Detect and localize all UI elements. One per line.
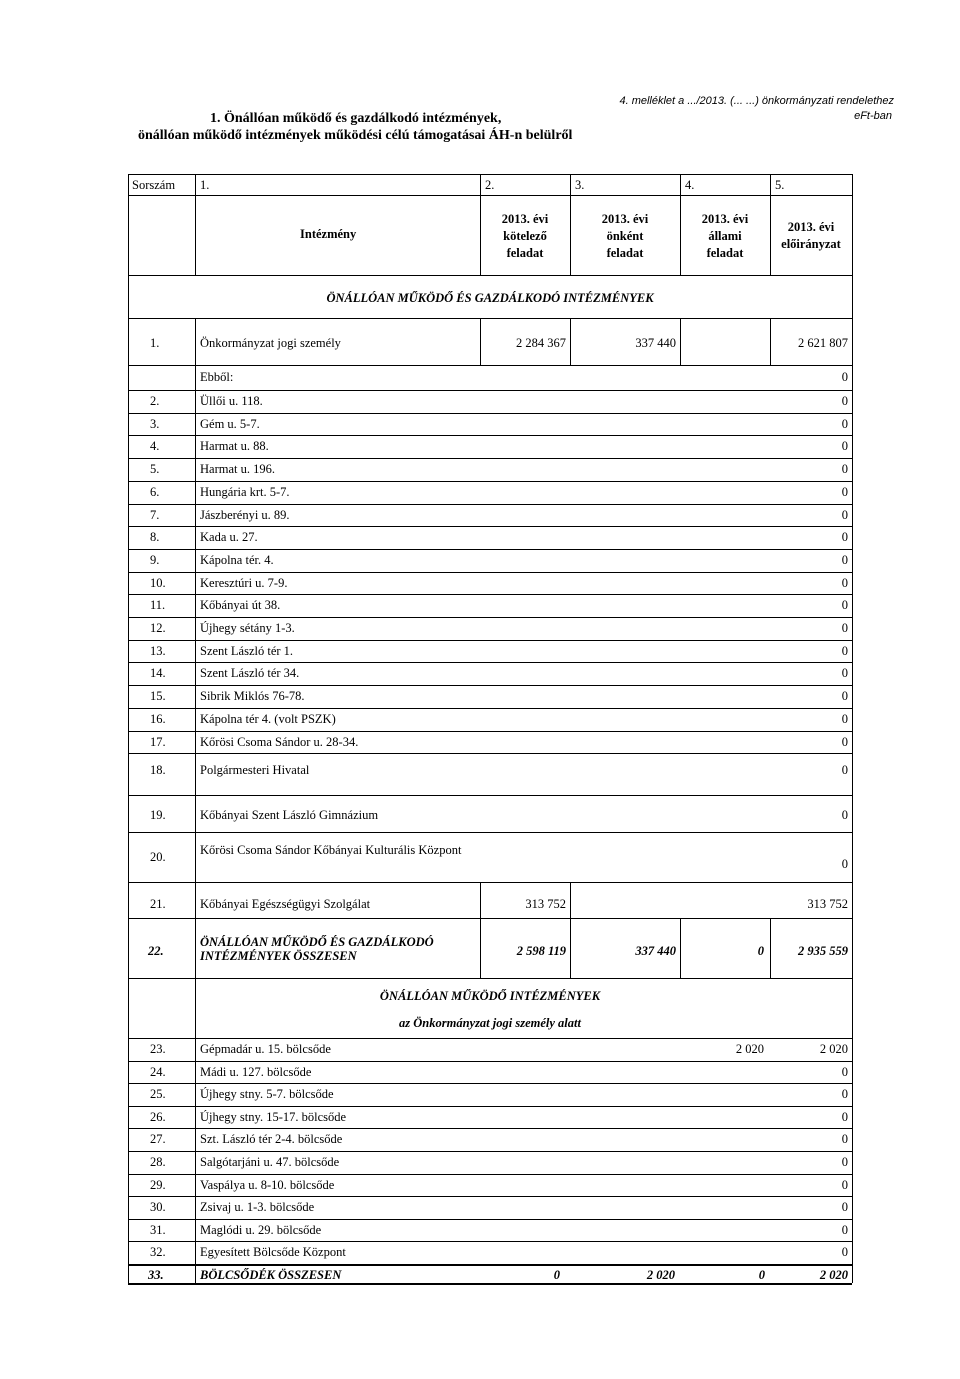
row-number: 3. bbox=[150, 417, 160, 431]
row-border bbox=[128, 662, 852, 663]
row-border bbox=[128, 882, 852, 883]
row-border bbox=[128, 918, 852, 919]
row-name: Kőrösi Csoma Sándor u. 28-34. bbox=[200, 735, 359, 749]
column-number: 4. bbox=[685, 178, 695, 192]
row-border bbox=[128, 504, 852, 505]
value-eloiranyzat: 0 bbox=[841, 576, 848, 590]
value-eloiranyzat: 0 bbox=[841, 712, 848, 726]
row-number: 26. bbox=[150, 1110, 166, 1124]
row-border bbox=[128, 365, 852, 366]
row-name: Szt. László tér 2-4. bölcsőde bbox=[200, 1132, 343, 1146]
total-row-name: ÖNÁLLÓAN MŰKÖDŐ ÉS GAZDÁLKODÓ INTÉZMÉNYEK ÖSSZESEN bbox=[200, 935, 434, 964]
row-border bbox=[128, 594, 852, 595]
row-name: Gém u. 5-7. bbox=[200, 417, 260, 431]
row-name: Hungária krt. 5-7. bbox=[200, 485, 290, 499]
value-eloiranyzat: 0 bbox=[841, 394, 848, 408]
value-eloiranyzat: 2 020 bbox=[819, 1042, 848, 1056]
value-kotelezo: 2 284 367 bbox=[516, 336, 566, 350]
value-allami: 2 020 bbox=[735, 1042, 764, 1056]
row-number: 23. bbox=[150, 1042, 166, 1056]
row-number: 22. bbox=[148, 944, 164, 958]
row-border bbox=[128, 275, 852, 276]
total-eloiranyzat: 2 935 559 bbox=[798, 944, 848, 958]
row-border bbox=[128, 795, 852, 796]
column-header-sorszam: Sorszám bbox=[132, 178, 176, 192]
row-number: 25. bbox=[150, 1087, 166, 1101]
column-header-onkent: 2013. évi bbox=[601, 212, 649, 226]
row-number: 14. bbox=[150, 666, 166, 680]
value-eloiranyzat: 0 bbox=[841, 1223, 848, 1237]
value-eloiranyzat: 0 bbox=[841, 598, 848, 612]
row-name: Újhegy stny. 5-7. bölcsőde bbox=[200, 1087, 334, 1101]
column-border bbox=[195, 174, 196, 195]
column-border bbox=[128, 174, 129, 1283]
value-eloiranyzat: 0 bbox=[841, 1200, 848, 1214]
row-name: Kada u. 27. bbox=[200, 530, 258, 544]
row-name: Harmat u. 88. bbox=[200, 439, 269, 453]
value-eloiranyzat: 313 752 bbox=[807, 897, 848, 911]
value-eloiranyzat: 0 bbox=[841, 370, 848, 384]
row-border bbox=[128, 1038, 852, 1039]
total-row-name: BÖLCSŐDÉK ÖSSZESEN bbox=[200, 1268, 342, 1282]
value-eloiranyzat: 0 bbox=[841, 1110, 848, 1124]
row-number: 13. bbox=[150, 644, 166, 658]
column-number: 2. bbox=[485, 178, 495, 192]
row-name: Harmat u. 196. bbox=[200, 462, 275, 476]
value-eloiranyzat: 0 bbox=[841, 485, 848, 499]
row-number: 21. bbox=[150, 897, 166, 911]
row-number: 17. bbox=[150, 735, 166, 749]
row-name: Újhegy stny. 15-17. bölcsőde bbox=[200, 1110, 347, 1124]
row-name: Szent László tér 34. bbox=[200, 666, 300, 680]
row-number: 18. bbox=[150, 763, 166, 777]
value-eloiranyzat: 0 bbox=[841, 439, 848, 453]
value-eloiranyzat: 0 bbox=[841, 553, 848, 567]
column-header-allami: állami bbox=[708, 229, 742, 243]
row-name: Kőrösi Csoma Sándor Kőbányai Kulturális Központ bbox=[200, 843, 462, 857]
row-number: 2. bbox=[150, 394, 160, 408]
row-border bbox=[128, 753, 852, 754]
row-name: Sibrik Miklós 76-78. bbox=[200, 689, 305, 703]
total-kotelezo: 2 598 119 bbox=[516, 944, 566, 958]
annex-note: 4. melléklet a .../2013. (... ...) önkormányzati rendelethez bbox=[619, 95, 894, 107]
total-eloiranyzat: 2 020 bbox=[819, 1268, 848, 1282]
row-border bbox=[128, 1174, 852, 1175]
total-allami: 0 bbox=[758, 1268, 765, 1282]
row-border bbox=[128, 549, 852, 550]
row-number: 33. bbox=[148, 1268, 164, 1282]
column-header-eloiranyzat: 2013. évi bbox=[787, 220, 835, 234]
column-header-kotelezo: 2013. évi bbox=[501, 212, 549, 226]
row-number: 19. bbox=[150, 808, 166, 822]
total-kotelezo: 0 bbox=[553, 1268, 560, 1282]
row-border bbox=[128, 1264, 852, 1266]
row-number: 15. bbox=[150, 689, 166, 703]
column-header-onkent: feladat bbox=[606, 246, 644, 260]
row-border bbox=[128, 685, 852, 686]
row-number: 11. bbox=[150, 598, 166, 612]
row-border bbox=[128, 832, 852, 833]
row-name: Üllői u. 118. bbox=[200, 394, 263, 408]
row-number: 30. bbox=[150, 1200, 166, 1214]
column-border bbox=[852, 174, 853, 1283]
row-name: Salgótarjáni u. 47. bölcsőde bbox=[200, 1155, 340, 1169]
page-title: 1. Önállóan működő és gazdálkodó intézmények, bbox=[210, 111, 502, 126]
column-border bbox=[195, 318, 196, 1283]
row-border bbox=[128, 318, 852, 319]
row-border bbox=[128, 435, 852, 436]
column-header-kotelezo: kötelező bbox=[503, 229, 547, 243]
row-name: Kőbányai út 38. bbox=[200, 598, 281, 612]
row-number: 5. bbox=[150, 462, 160, 476]
column-border bbox=[680, 318, 681, 365]
row-border bbox=[128, 1061, 852, 1062]
row-name: Vaspálya u. 8-10. bölcsőde bbox=[200, 1178, 335, 1192]
ebbol-label: Ebből: bbox=[200, 370, 234, 384]
value-kotelezo: 313 752 bbox=[525, 897, 566, 911]
row-name: Kápolna tér. 4. bbox=[200, 553, 274, 567]
row-number: 27. bbox=[150, 1132, 166, 1146]
row-name: Zsivaj u. 1-3. bölcsőde bbox=[200, 1200, 315, 1214]
row-border bbox=[128, 1219, 852, 1220]
value-eloiranyzat: 0 bbox=[841, 763, 848, 777]
row-name: Jászberényi u. 89. bbox=[200, 508, 290, 522]
total-allami: 0 bbox=[757, 944, 764, 958]
row-number: 8. bbox=[150, 530, 160, 544]
value-eloiranyzat: 0 bbox=[841, 808, 848, 822]
row-border bbox=[128, 195, 852, 196]
column-border bbox=[195, 195, 196, 275]
value-eloiranyzat: 0 bbox=[841, 1245, 848, 1259]
row-name: Újhegy sétány 1-3. bbox=[200, 621, 295, 635]
value-eloiranyzat: 0 bbox=[841, 1155, 848, 1169]
unit-note: eFt-ban bbox=[854, 110, 892, 122]
column-header-onkent: önként bbox=[606, 229, 644, 243]
column-number: 3. bbox=[575, 178, 585, 192]
column-header-eloiranyzat: előirányzat bbox=[781, 237, 841, 251]
total-onkent: 2 020 bbox=[646, 1268, 675, 1282]
row-number: 16. bbox=[150, 712, 166, 726]
row-number: 7. bbox=[150, 508, 160, 522]
row-number: 32. bbox=[150, 1245, 166, 1259]
row-number: 28. bbox=[150, 1155, 166, 1169]
value-eloiranyzat: 2 621 807 bbox=[798, 336, 848, 350]
value-eloiranyzat: 0 bbox=[841, 462, 848, 476]
row-name: Mádi u. 127. bölcsőde bbox=[200, 1065, 312, 1079]
value-eloiranyzat: 0 bbox=[841, 621, 848, 635]
value-eloiranyzat: 0 bbox=[841, 1087, 848, 1101]
row-number: 12. bbox=[150, 621, 166, 635]
row-border bbox=[128, 174, 852, 175]
value-eloiranyzat: 0 bbox=[841, 666, 848, 680]
value-eloiranyzat: 0 bbox=[841, 1132, 848, 1146]
row-border bbox=[128, 640, 852, 641]
row-number: 24. bbox=[150, 1065, 166, 1079]
value-eloiranyzat: 0 bbox=[841, 530, 848, 544]
row-number: 6. bbox=[150, 485, 160, 499]
column-number: 1. bbox=[200, 178, 210, 192]
row-name: Maglódi u. 29. bölcsőde bbox=[200, 1223, 322, 1237]
row-border bbox=[128, 1151, 852, 1152]
row-name: Keresztúri u. 7-9. bbox=[200, 576, 288, 590]
total-onkent: 337 440 bbox=[635, 944, 676, 958]
row-name: Kőbányai Egészségügyi Szolgálat bbox=[200, 897, 371, 911]
row-border bbox=[128, 731, 852, 732]
section-subtitle: az Önkormányzat jogi személy alatt bbox=[399, 1016, 581, 1030]
row-name: Önkormányzat jogi személy bbox=[200, 336, 341, 350]
row-border bbox=[128, 1106, 852, 1107]
column-header-allami: feladat bbox=[706, 246, 744, 260]
value-onkent: 337 440 bbox=[635, 336, 676, 350]
row-border bbox=[128, 481, 852, 482]
value-eloiranyzat: 0 bbox=[841, 417, 848, 431]
value-eloiranyzat: 0 bbox=[841, 644, 848, 658]
value-eloiranyzat: 0 bbox=[841, 857, 848, 871]
column-header-kotelezo: feladat bbox=[506, 246, 544, 260]
section-title: ÖNÁLLÓAN MŰKÖDŐ ÉS GAZDÁLKODÓ INTÉZMÉNYEK bbox=[326, 291, 654, 305]
row-number: 10. bbox=[150, 576, 166, 590]
row-border bbox=[128, 1128, 852, 1129]
row-name: Kápolna tér 4. (volt PSZK) bbox=[200, 712, 336, 726]
column-header-allami: 2013. évi bbox=[701, 212, 749, 226]
row-border bbox=[128, 617, 852, 618]
row-name: Kőbányai Szent László Gimnázium bbox=[200, 808, 379, 822]
section-title: ÖNÁLLÓAN MŰKÖDŐ INTÉZMÉNYEK bbox=[379, 989, 601, 1003]
row-name: Gépmadár u. 15. bölcsőde bbox=[200, 1042, 331, 1056]
row-border bbox=[128, 572, 852, 573]
row-number: 31. bbox=[150, 1223, 166, 1237]
row-number: 9. bbox=[150, 553, 160, 567]
value-eloiranyzat: 0 bbox=[841, 689, 848, 703]
page-subtitle: önállóan működő intézmények működési célú támogatásai ÁH-n belülről bbox=[138, 128, 573, 143]
value-eloiranyzat: 0 bbox=[841, 508, 848, 522]
row-number: 4. bbox=[150, 439, 160, 453]
row-border bbox=[128, 390, 852, 391]
row-number: 1. bbox=[150, 336, 160, 350]
row-number: 20. bbox=[150, 850, 166, 864]
row-name: Polgármesteri Hivatal bbox=[200, 763, 310, 777]
value-eloiranyzat: 0 bbox=[841, 1178, 848, 1192]
row-border bbox=[128, 458, 852, 459]
row-border bbox=[128, 978, 852, 979]
row-border bbox=[128, 1196, 852, 1197]
row-name: Egyesített Bölcsőde Központ bbox=[200, 1245, 346, 1259]
row-border bbox=[128, 1083, 852, 1084]
value-eloiranyzat: 0 bbox=[841, 735, 848, 749]
column-number: 5. bbox=[775, 178, 785, 192]
row-name: Szent László tér 1. bbox=[200, 644, 294, 658]
column-border bbox=[570, 882, 571, 918]
row-border bbox=[128, 1283, 852, 1285]
row-border bbox=[128, 1241, 852, 1242]
row-number: 29. bbox=[150, 1178, 166, 1192]
value-eloiranyzat: 0 bbox=[841, 1065, 848, 1079]
row-border bbox=[128, 413, 852, 414]
row-border bbox=[128, 708, 852, 709]
column-header-intezmeny: Intézmény bbox=[300, 227, 357, 241]
row-border bbox=[128, 526, 852, 527]
